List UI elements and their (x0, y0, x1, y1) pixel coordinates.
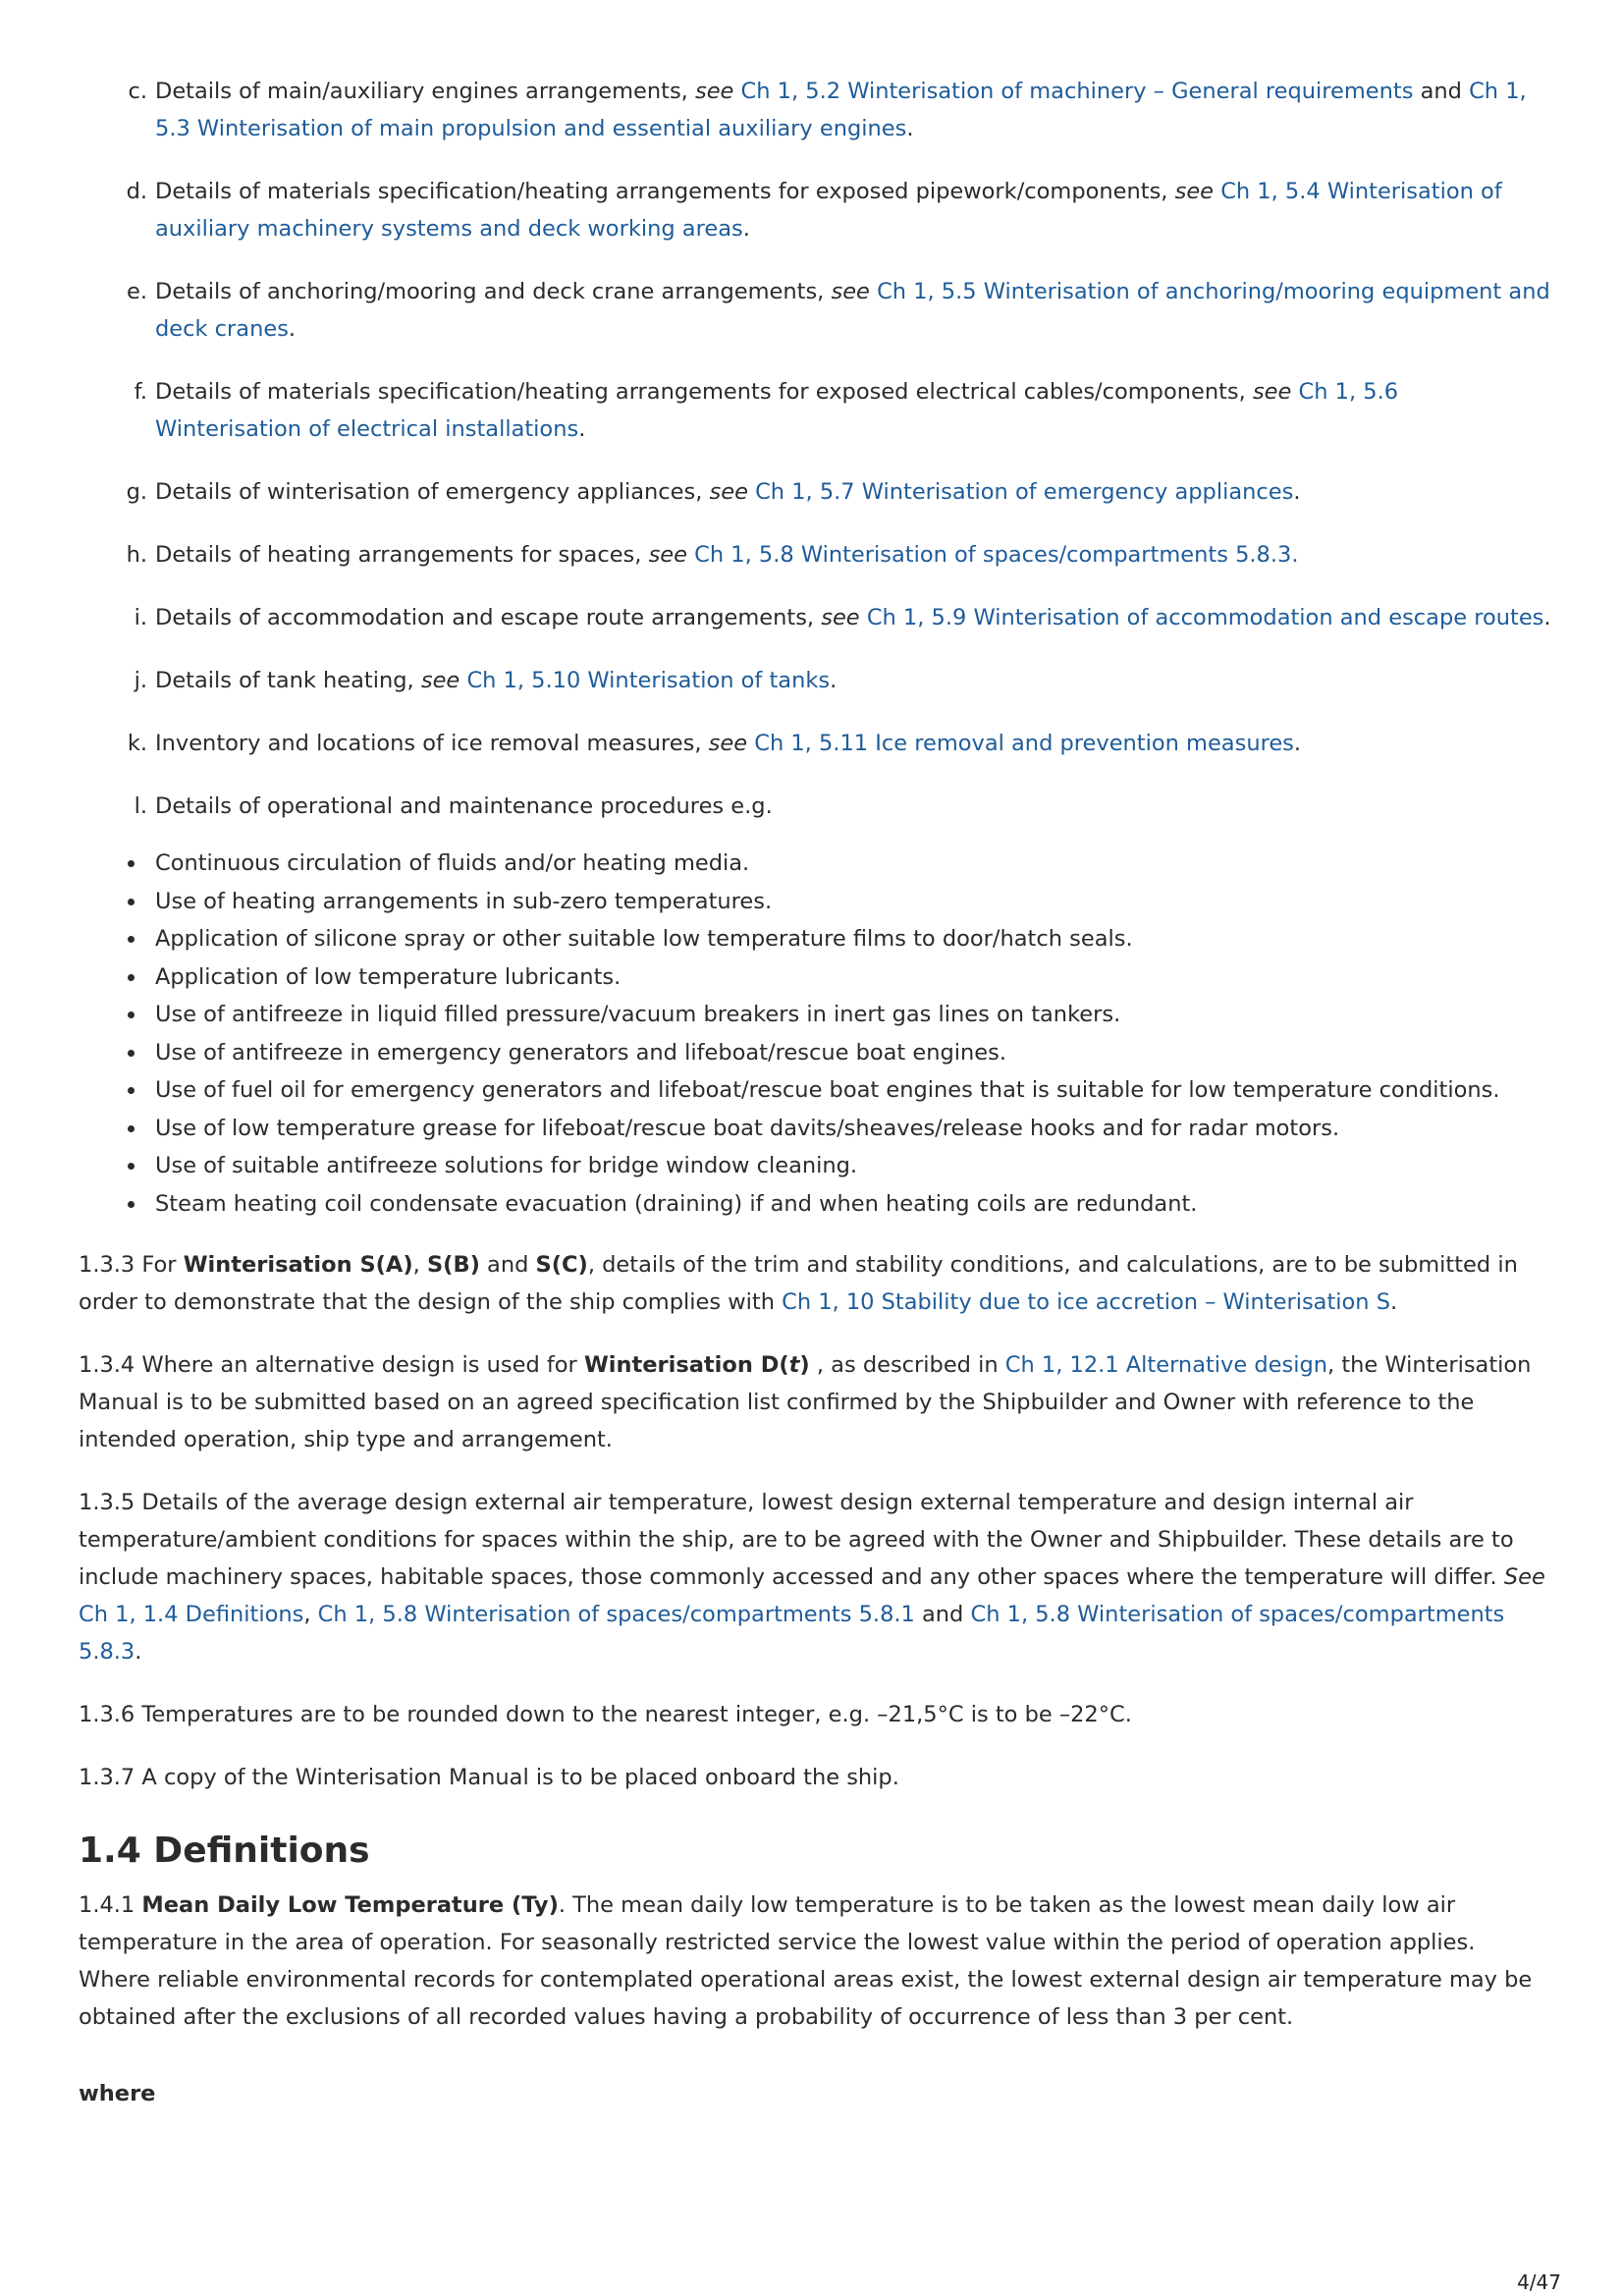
paragraph-1-3-4: 1.3.4 Where an alternative design is used for Winterisation D(t) , as described in Ch 1, 12.1 Alternative design, the Winterisation Manual is to be submitted based on an agreed specification list confirmed by the Shipbuilder and Owner with reference to the intended operation, ship type and arrangement. (79, 1352, 1532, 1452)
list-item: Use of low temperature grease for lifeboat/rescue boat davits/sheaves/release hooks and for radar motors. (79, 1110, 1551, 1148)
bullet-icon (128, 899, 135, 905)
list-item: Continuous circulation of fluids and/or heating media. (79, 845, 1551, 883)
bullet-icon (128, 1087, 135, 1094)
link-ch1-1-4[interactable]: Ch 1, 1.4 Definitions (79, 1602, 304, 1627)
document-page (79, 73, 1551, 2106)
list-item-i: i. Details of accommodation and escape route arrangements, see Ch 1, 5.9 Winterisation of accommodation and escape routes. (134, 605, 1551, 630)
list-item-k: k. Inventory and locations of ice removal measures, see Ch 1, 5.11 Ice removal and prevention measures. (127, 731, 1302, 756)
bullet-icon (128, 936, 135, 943)
link-ch1-5-5[interactable]: Ch 1, 5.5 Winterisation of anchoring/mooring equipment and deck cranes (155, 279, 1550, 342)
link-ch1-5-10[interactable]: Ch 1, 5.10 Winterisation of tanks (466, 668, 831, 693)
bullet-icon (128, 1011, 135, 1018)
list-item: Use of heating arrangements in sub-zero temperatures. (79, 883, 1551, 921)
link-ch1-5-8-3-b[interactable]: Ch 1, 5.8 Winterisation of spaces/compartments 5.8.3 (79, 1602, 1505, 1665)
bullet-icon (128, 1201, 135, 1208)
list-item: Application of low temperature lubricants. (79, 958, 1551, 997)
bullet-icon (128, 860, 135, 867)
list-item-l: l. Details of operational and maintenance procedures e.g. (134, 793, 773, 819)
link-ch1-12-1[interactable]: Ch 1, 12.1 Alternative design (1004, 1352, 1328, 1378)
list-item-e: e. Details of anchoring/mooring and deck crane arrangements, see Ch 1, 5.5 Winterisation of anchoring/mooring equipment and deck cranes. (127, 279, 1550, 342)
link-ch1-5-3[interactable]: Ch 1, 5.3 Winterisation of main propulsion and essential auxiliary engines (155, 79, 1527, 141)
link-ch1-5-2[interactable]: Ch 1, 5.2 Winterisation of machinery – General requirements (740, 79, 1414, 104)
paragraph-1-3-6: 1.3.6 Temperatures are to be rounded down to the nearest integer, e.g. –21,5°C is to be –22°C. (79, 1702, 1132, 1727)
link-ch1-10[interactable]: Ch 1, 10 Stability due to ice accretion – Winterisation S (782, 1289, 1391, 1315)
requirements-list (79, 73, 1551, 825)
section-heading: 1.4 Definitions (79, 1831, 370, 1871)
link-ch1-5-11[interactable]: Ch 1, 5.11 Ice removal and prevention measures (754, 731, 1294, 756)
bullet-icon (128, 974, 135, 981)
paragraph-1-4-1: 1.4.1 Mean Daily Low Temperature (Ty). The mean daily low temperature is to be taken as the lowest mean daily low air temperature in the area of operation. For seasonally restricted service the lowest value within the period of operation applies. Where reliable environmental records for contemplated operational areas exist, the lowest external design air temperature may be obtained after the exclusions of all recorded values having a probability of occurrence of less than 3 per cent. (79, 1892, 1533, 2030)
list-item: Use of fuel oil for emergency generators and lifeboat/rescue boat engines that is suitable for low temperature conditions. (79, 1071, 1551, 1110)
paragraph-1-3-7: 1.3.7 A copy of the Winterisation Manual is to be placed onboard the ship. (79, 1765, 899, 1790)
list-item: Steam heating coil condensate evacuation (draining) if and when heating coils are redundant. (79, 1185, 1551, 1224)
list-item-f: f. Details of materials specification/heating arrangements for exposed electrical cables/components, see Ch 1, 5.6 Winterisation of electrical installations. (134, 379, 1399, 442)
bullet-icon (128, 1163, 135, 1170)
list-item-j: j. Details of tank heating, see Ch 1, 5.10 Winterisation of tanks. (134, 668, 838, 693)
link-ch1-5-8-1[interactable]: Ch 1, 5.8 Winterisation of spaces/compartments 5.8.1 (317, 1602, 915, 1627)
link-ch1-5-4[interactable]: Ch 1, 5.4 Winterisation of auxiliary machinery systems and deck working areas (155, 179, 1502, 242)
list-item: Application of silicone spray or other suitable low temperature films to door/hatch seals. (79, 920, 1551, 958)
list-item: Use of antifreeze in liquid filled pressure/vacuum breakers in inert gas lines on tankers. (79, 996, 1551, 1034)
list-item-h: h. Details of heating arrangements for spaces, see Ch 1, 5.8 Winterisation of spaces/compartments 5.8.3. (126, 542, 1299, 568)
list-item-d: d. Details of materials specification/heating arrangements for exposed pipework/components, see Ch 1, 5.4 Winterisation of auxiliary machinery systems and deck working areas. (126, 179, 1502, 242)
link-ch1-5-9[interactable]: Ch 1, 5.9 Winterisation of accommodation and escape routes (866, 605, 1544, 630)
link-ch1-5-7[interactable]: Ch 1, 5.7 Winterisation of emergency appliances (755, 479, 1294, 505)
where-label: where (79, 2081, 156, 2106)
list-item: Use of antifreeze in emergency generators and lifeboat/rescue boat engines. (79, 1034, 1551, 1072)
procedures-bullet-list (79, 845, 1551, 1223)
paragraph-1-3-5: 1.3.5 Details of the average design external air temperature, lowest design external temperature and design internal air temperature/ambient conditions for spaces within the ship, are to be agreed with the Owner and Shipbuilder. These details are to include machinery spaces, habitable spaces, those commonly accessed and any other spaces where the temperature will differ. See Ch 1, 1.4 Definitions, Ch 1, 5.8 Winterisation of spaces/compartments 5.8.1 and Ch 1, 5.8 Winterisation of spaces/compartments 5.8.3. (79, 1490, 1545, 1665)
list-item-g: g. Details of winterisation of emergency appliances, see Ch 1, 5.7 Winterisation of emergency appliances. (126, 479, 1301, 505)
list-item: Use of suitable antifreeze solutions for bridge window cleaning. (79, 1147, 1551, 1185)
bullet-icon (128, 1125, 135, 1132)
paragraph-1-3-3: 1.3.3 For Winterisation S(A), S(B) and S(C), details of the trim and stability conditions, and calculations, are to be submitted in order to demonstrate that the design of the ship complies with Ch 1, 10 Stability due to ice accretion – Winterisation S. (79, 1252, 1518, 1315)
link-ch1-5-8-3[interactable]: Ch 1, 5.8 Winterisation of spaces/compartments 5.8.3. (694, 542, 1299, 568)
bullet-icon (128, 1050, 135, 1057)
link-ch1-5-6[interactable]: Ch 1, 5.6 Winterisation of electrical installations (155, 379, 1399, 442)
page-number: 4/47 (1517, 2270, 1561, 2294)
list-item-c: c. Details of main/auxiliary engines arrangements, see Ch 1, 5.2 Winterisation of machinery – General requirements and Ch 1, 5.3 Winterisation of main propulsion and essential auxiliary engines. (128, 79, 1527, 141)
